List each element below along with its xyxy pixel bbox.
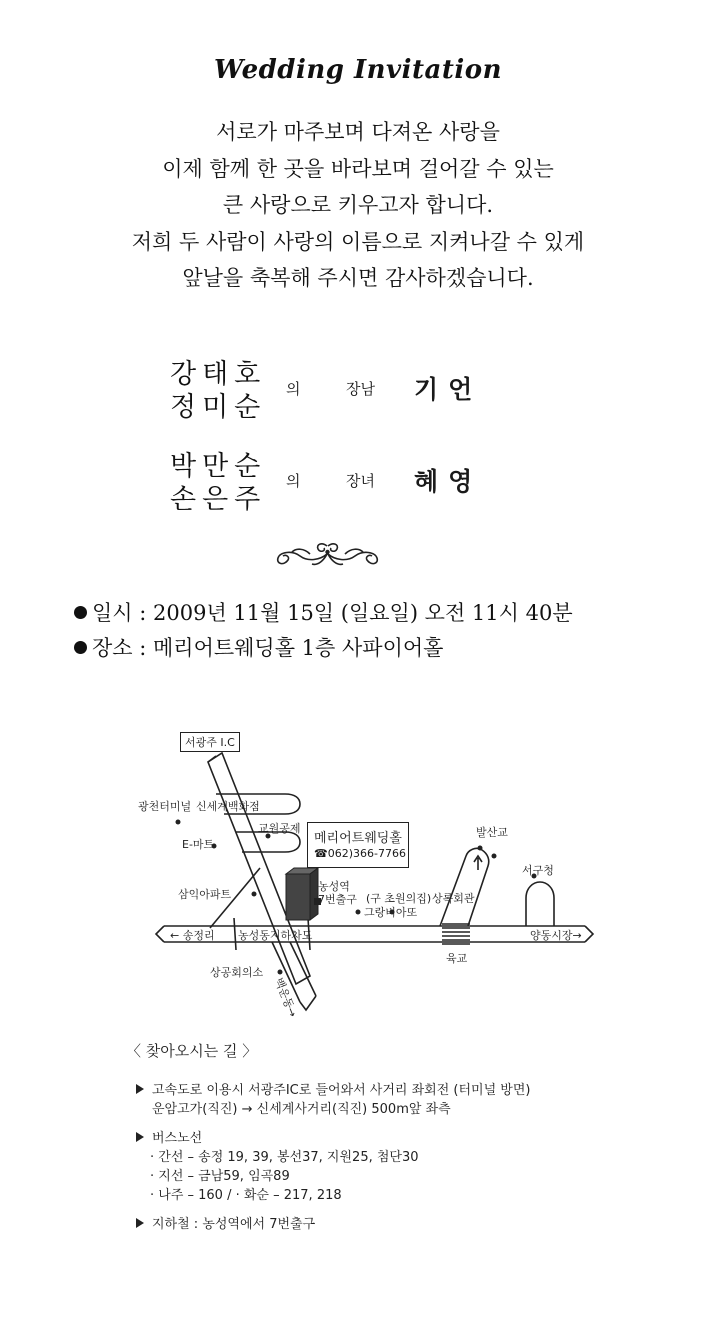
building-icon [286,868,318,920]
choweon-label: (구 초원의집) [366,892,432,905]
emart-label: E-마트 [182,838,215,851]
directions [126,1040,646,1244]
directions-title: 〈 찾아오시는 길 〉 [126,1042,258,1060]
groom-name: 기언 [414,375,483,404]
bride-relation: 장녀 [346,472,375,490]
ornament-divider [270,540,385,570]
bus-line: · 나주 – 160 / · 화순 – 217, 218 [150,1188,342,1203]
intro-line: 큰 사랑으로 키우고자 합니다. [222,193,494,217]
songjeong-label: ← 송정리 [170,929,215,942]
groom-mother: 정미순 [170,392,267,423]
intro-line: 저희 두 사람이 사랑의 이름으로 지켜나갈 수 있게 [131,229,585,254]
bride-name: 혜영 [414,467,483,496]
yangdong-label: 양동시장→ [530,929,582,942]
event-date: 일시 : 2009년 11월 15일 (일요일) 오전 11시 40분 [92,601,573,625]
bride-mother: 손은주 [170,484,267,515]
highway-line: 고속도로 이용시 서광주IC로 들어와서 사거리 좌회전 (터미널 방면) [152,1083,531,1098]
place-row [74,631,573,666]
yukgyo-label: 육교 [446,952,468,965]
highway-directions [136,1081,646,1119]
groom-father: 강태호 [170,359,267,390]
bullet-icon [74,606,87,619]
venue-box [307,822,409,868]
chamber-label: 상공회의소 [210,966,264,979]
bus-directions [136,1129,646,1205]
ic-label: 서광주 I.C [180,732,240,752]
subway-directions [136,1215,646,1234]
seogu-label: 서구청 [522,864,554,877]
bus-line: · 간선 – 송정 19, 39, 봉선37, 지원25, 첨단30 [150,1150,419,1165]
nongseong-label: 농성역 7번출구 [318,880,357,906]
bride-parents [170,450,266,516]
intro-line: 앞날을 축복해 주시면 감사하겠습니다. [182,266,534,290]
samik-label: 삼익아파트 [178,888,232,901]
bus-line: · 지선 – 금남59, 임곡89 [150,1169,290,1184]
intro-message [0,114,716,297]
intro-line: 이제 함께 한 곳을 바라보며 걸어갈 수 있는 [162,156,554,181]
date-row [74,596,573,631]
location-map [138,728,600,1019]
particle: 의 [286,380,301,398]
bullet-icon [74,641,87,654]
invitation-title: Wedding Invitation [213,55,503,85]
subway-line: 지하철 : 농성역에서 7번출구 [152,1217,316,1232]
bride-father: 박만순 [170,451,267,482]
triangle-bullet-icon [136,1084,144,1094]
venue-name: 메리어트웨딩홀 [314,831,402,846]
sangnok-label: 상록회관 [432,892,475,905]
underpass-label: 농성동지하차도 [238,929,313,942]
balsan-label: 발산교 [476,826,508,839]
baegun-label: 백운동→ [271,976,300,1019]
venue-phone: ☎062)366-7766 [314,847,406,860]
grandvia-label: 그랑비아또 [364,906,418,919]
highway-line: 운암고가(직진) → 신세계사거리(직진) 500m앞 좌측 [152,1102,451,1117]
triangle-bullet-icon [136,1218,144,1228]
event-place: 장소 : 메리어트웨딩홀 1층 사파이어홀 [92,636,444,660]
triangle-bullet-icon [136,1132,144,1142]
bus-title: 버스노선 [152,1131,203,1146]
terminal-label: 광천터미널 [138,800,192,813]
intro-line: 서로가 마주보며 다져온 사랑을 [216,120,500,144]
shinsegae-label: 신세계백화점 [196,800,260,813]
event-details [74,596,573,666]
particle: 의 [286,472,301,490]
groom-relation: 장남 [346,380,375,398]
groom-parents [170,358,266,424]
teachers-label: 교원공제 [258,822,301,835]
